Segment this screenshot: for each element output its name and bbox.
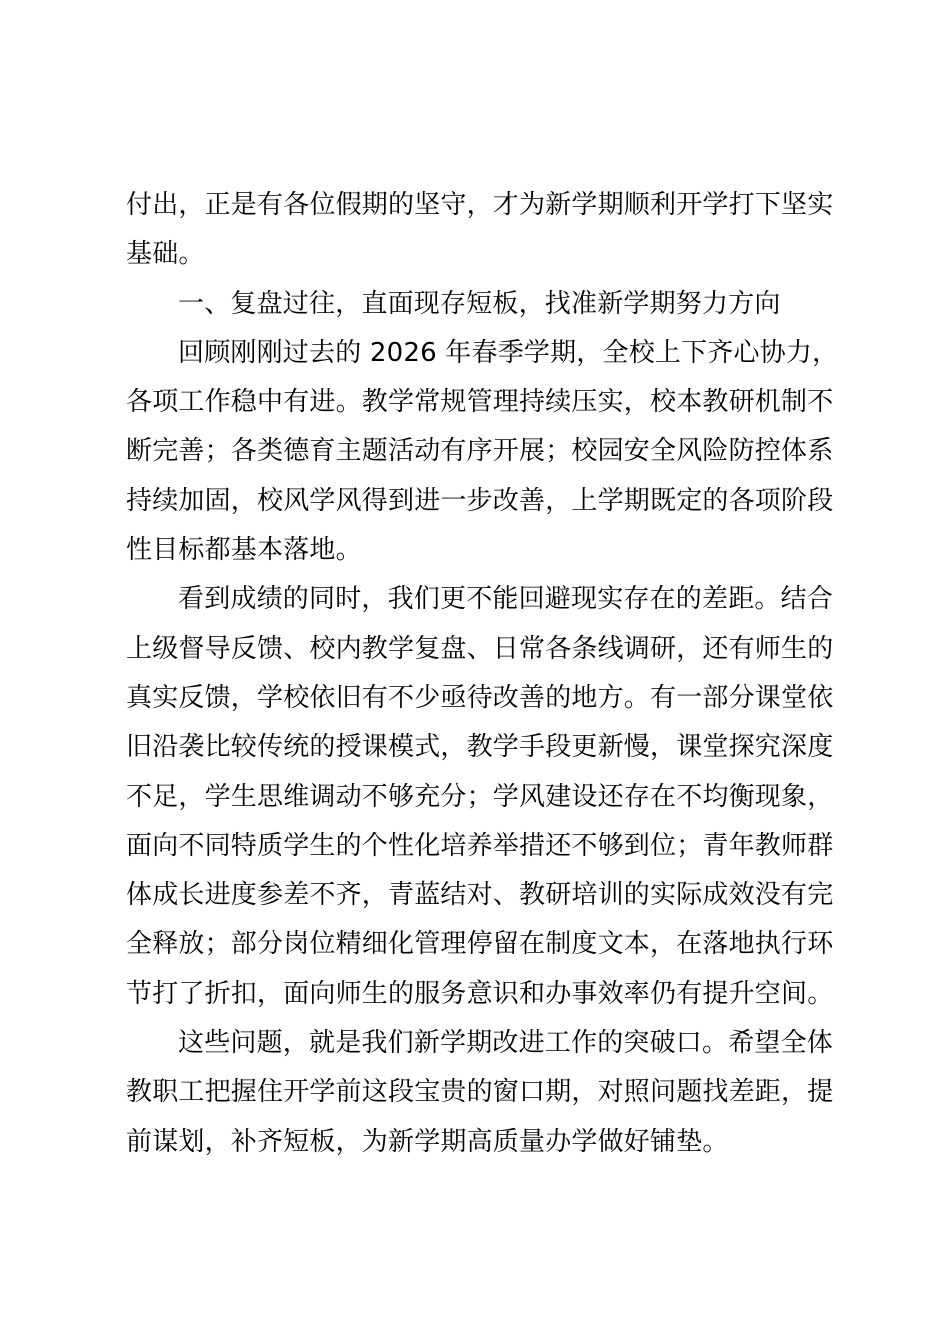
text-line: 断完善；各类德育主题活动有序开展；校园安全风险防控体系 bbox=[126, 436, 834, 467]
text-line: 面向不同特质学生的个性化培养举措还不够到位；青年教师群 bbox=[126, 830, 834, 861]
text-line: 看到成绩的同时，我们更不能回避现实存在的差距。结合 bbox=[178, 584, 834, 615]
document-body bbox=[126, 181, 839, 1167]
text-line: 真实反馈，学校依旧有不少亟待改善的地方。有一部分课堂依 bbox=[126, 682, 834, 713]
paragraph bbox=[126, 1019, 832, 1167]
text-line: 不足，学生思维调动不够充分；学风建设还存在不均衡现象， bbox=[126, 781, 834, 812]
text-line: 全释放；部分岗位精细化管理停留在制度文本，在落地执行环 bbox=[126, 929, 834, 960]
text-line: 各项工作稳中有进。教学常规管理持续压实，校本教研机制不 bbox=[126, 387, 834, 418]
text-line: 这些问题，就是我们新学期改进工作的突破口。希望全体 bbox=[178, 1028, 834, 1059]
text-line: 教职工把握住开学前这段宝贵的窗口期，对照问题找差距，提 bbox=[126, 1077, 834, 1108]
section-heading bbox=[126, 280, 832, 329]
text-line: 上级督导反馈、校内教学复盘、日常各条线调研，还有师生的 bbox=[126, 633, 834, 664]
text-line: 持续加固，校风学风得到进一步改善，上学期既定的各项阶段 bbox=[126, 485, 834, 516]
text-line: 节打了折扣，面向师生的服务意识和办事效率仍有提升空间。 bbox=[126, 978, 834, 1009]
paragraph bbox=[126, 181, 832, 280]
text-line: 性目标都基本落地。 bbox=[126, 535, 362, 566]
text-line: 基础。 bbox=[126, 239, 205, 270]
paragraph bbox=[126, 575, 832, 1019]
text-line: 付出，正是有各位假期的坚守，才为新学期顺利开学打下坚实 bbox=[126, 190, 834, 220]
text-line: 一、复盘过往，直面现存短板，找准新学期努力方向 bbox=[178, 288, 781, 319]
text-line: 前谋划，补齐短板，为新学期高质量办学做好铺垫。 bbox=[126, 1126, 729, 1157]
text-line: 回顾刚刚过去的 2026 年春季学期，全校上下齐心协力， bbox=[178, 337, 839, 368]
text-line: 旧沿袭比较传统的授课模式，教学手段更新慢，课堂探究深度 bbox=[126, 732, 834, 763]
paragraph bbox=[126, 329, 839, 575]
text-line: 体成长进度参差不齐，青蓝结对、教研培训的实际成效没有完 bbox=[126, 880, 834, 911]
